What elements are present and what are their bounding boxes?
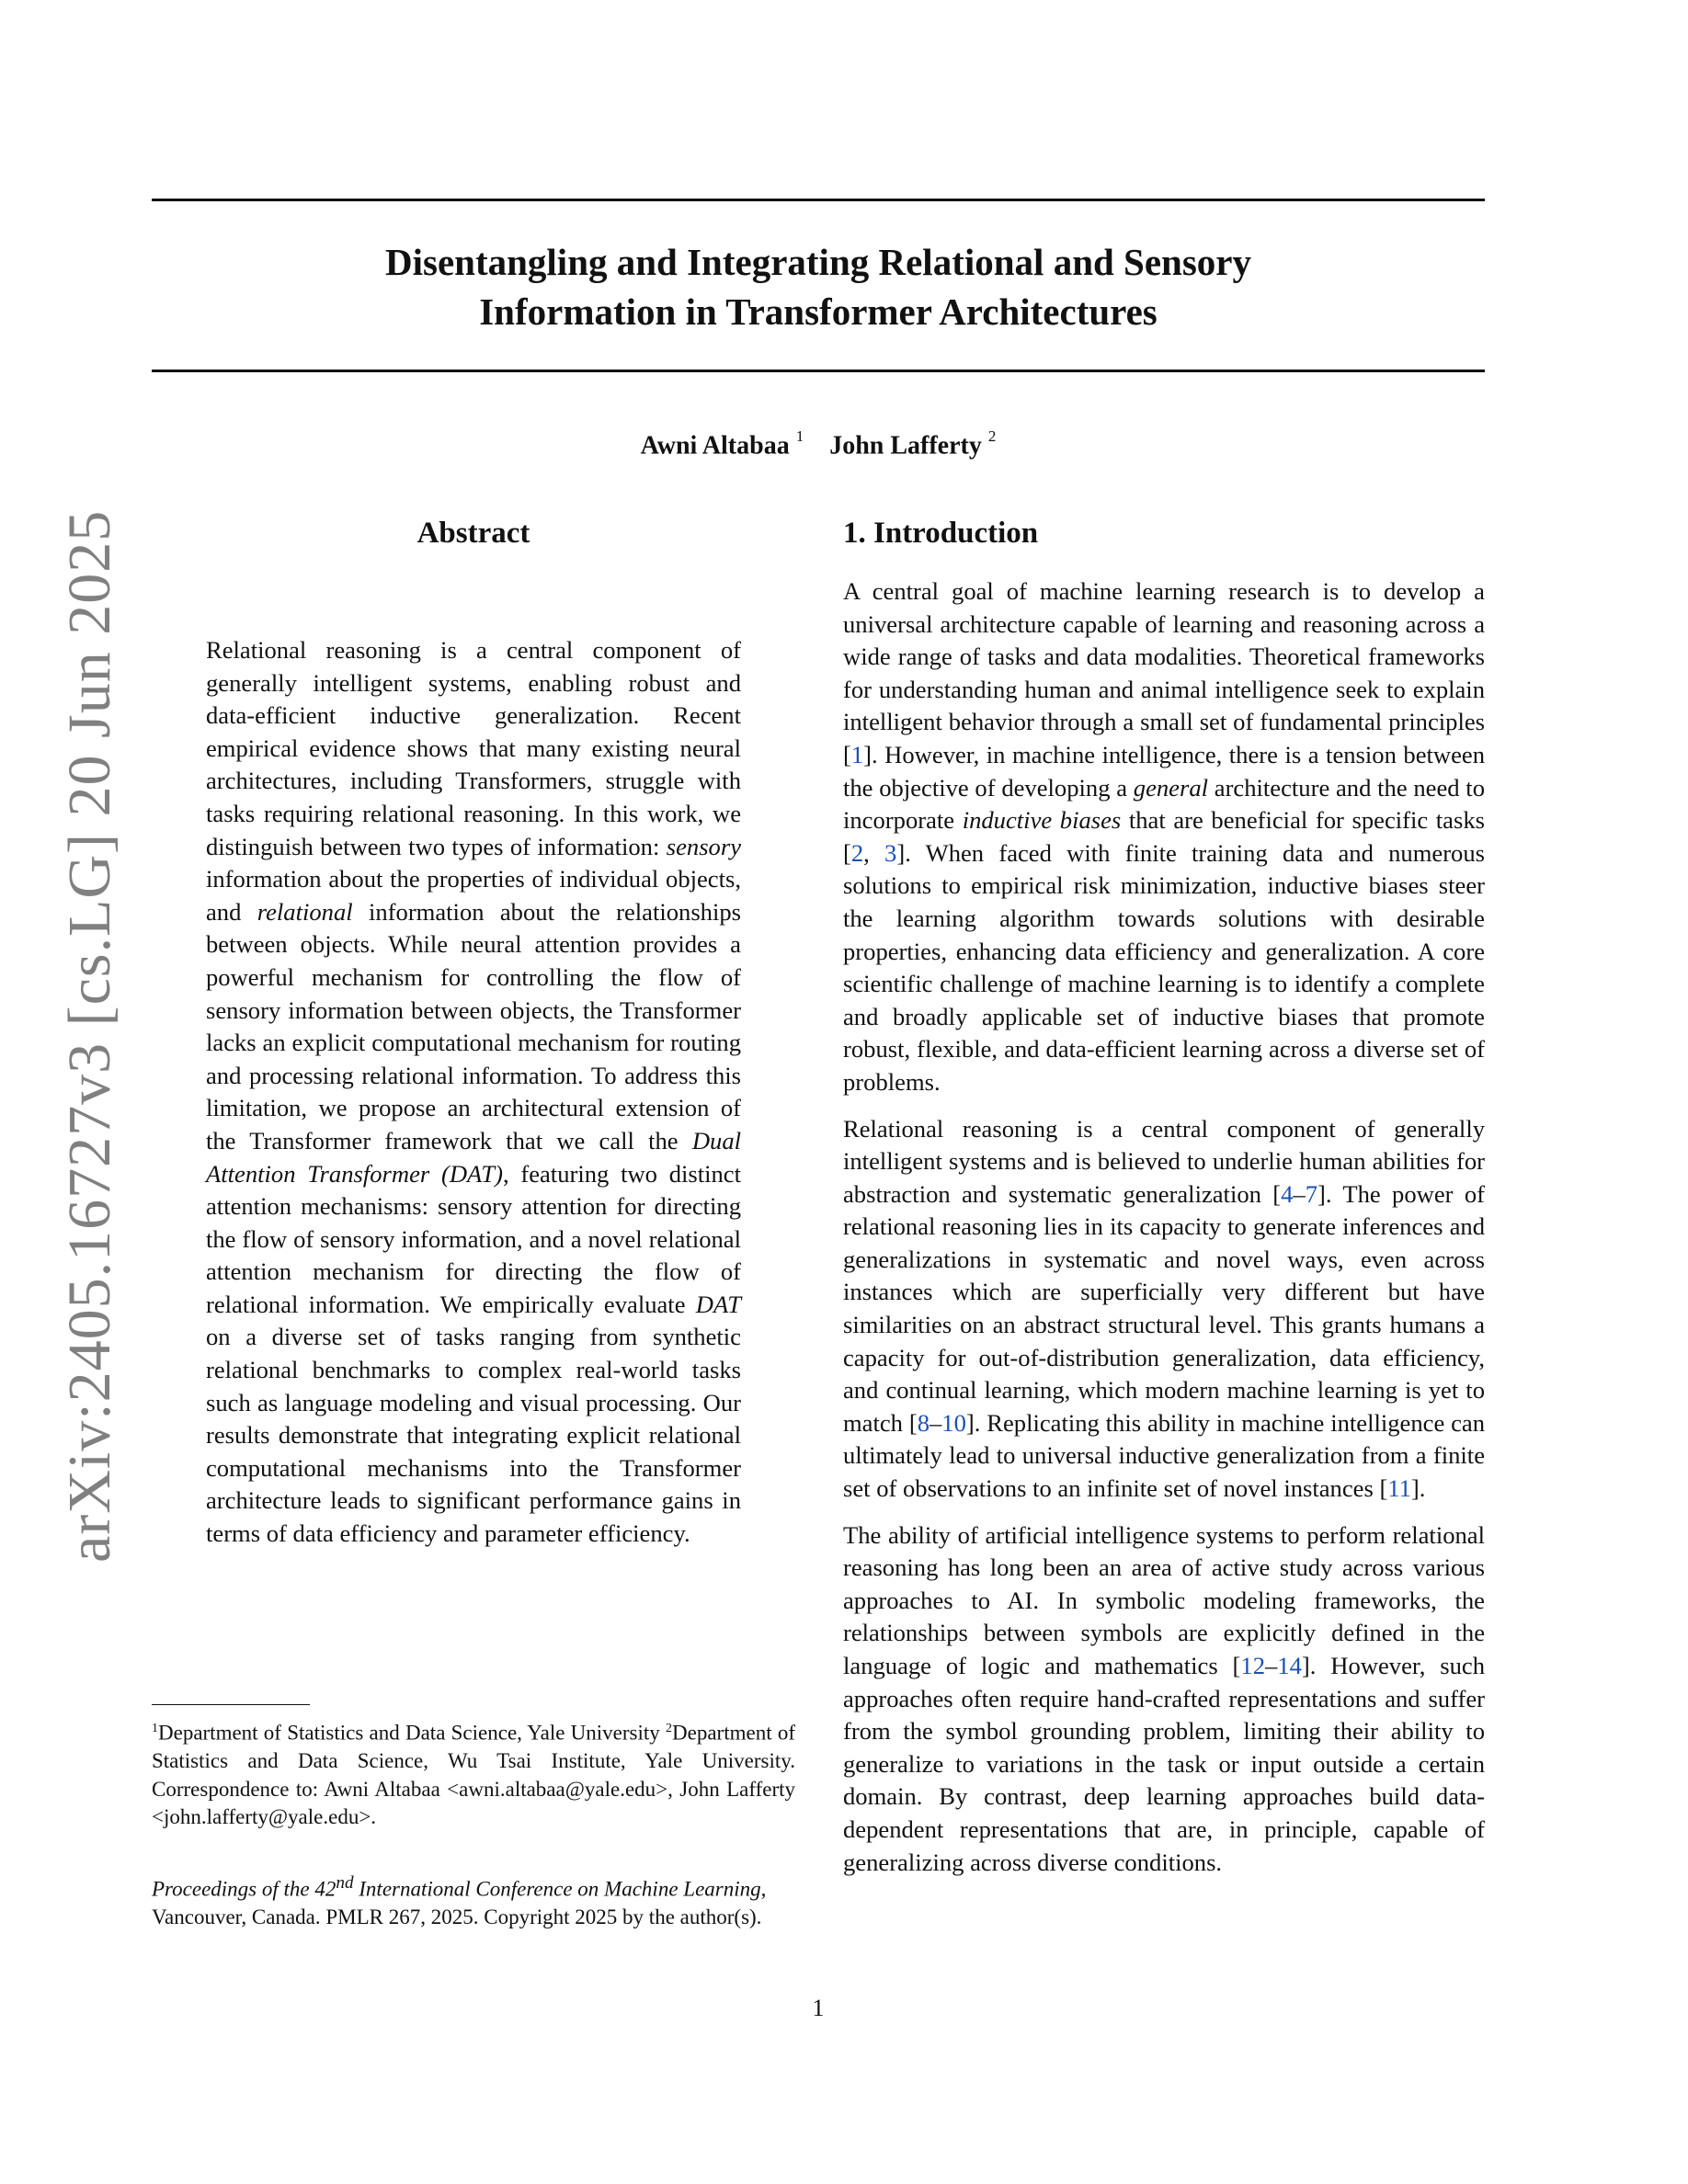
text-run: – xyxy=(1265,1652,1278,1679)
text-run: ]. When faced with finite training data and numerous solutions to empirical risk minimization, inductive biases steer the learning algorithm towards solutions with desirable properties, enhancing data efficiency and generalization. A core scientific challenge of machine learning is to identify a complete and broadly applicable set of inductive biases that promote robust, flexible, and data-efficient learning across a diverse set of problems. xyxy=(843,838,1485,1096)
citation-link[interactable]: 1 xyxy=(850,740,864,768)
text-run: , xyxy=(863,838,885,867)
abstract-body xyxy=(206,634,741,1551)
introduction-paragraph xyxy=(843,1113,1485,1506)
paper-title-line-1: Disentangling and Integrating Relational and Sensory xyxy=(385,241,1251,283)
citation-link[interactable]: 11 xyxy=(1387,1474,1411,1503)
abstract-heading: Abstract xyxy=(416,517,530,550)
title-rule-top xyxy=(152,199,1485,201)
emphasized-text: general xyxy=(1133,773,1209,802)
citation-link[interactable]: 3 xyxy=(884,838,897,867)
citation-link[interactable]: 10 xyxy=(941,1408,966,1437)
emphasized-text: relational xyxy=(257,897,353,926)
author-list xyxy=(0,427,1637,461)
text-run: information about the relationships between objects. While neural attention provides a powerful mechanism for controlling the flow of sensory information between objects, the Transformer lacks an explicit computational mechanism for routing and processing relational information. To address this limitation, we propose an architectural extension of the Transformer framework that we call the xyxy=(206,897,742,1155)
affiliation-footnote xyxy=(152,1715,795,1832)
citation-link[interactable]: 2 xyxy=(850,838,864,867)
text-run: Department of Statistics and Data Science, Wu Tsai Institute, Yale University. Correspondence to: Awni Altabaa <awni.altabaa@yale.edu>, John Lafferty <john.lafferty@yale.edu>. xyxy=(152,1721,795,1829)
citation-link[interactable]: 8 xyxy=(917,1408,930,1437)
text-run: that are beneficial for specific tasks [ xyxy=(843,806,1485,867)
paper-title-line-2: Information in Transformer Architectures xyxy=(479,290,1158,333)
author-name: Awni Altabaa xyxy=(640,431,790,461)
text-run: on a diverse set of tasks ranging from synthetic relational benchmarks to complex real-world tasks such as language modeling and visual processing. Our results demonstrate that integrating explicit relational computational mechanisms into the Transformer architecture leads to significant performance gains in terms of data efficiency and parameter efficiency. xyxy=(206,1323,741,1548)
introduction-paragraph xyxy=(843,575,1485,1099)
text-run: Department of Statistics and Data Science, Yale University xyxy=(158,1721,667,1745)
text-run: The ability of artificial intelligence systems to perform relational reasoning has long been an area of active study across various approaches to AI. In symbolic modeling frameworks, the relationships between symbols are explicitly defined in the language of logic and mathematics [ xyxy=(843,1520,1485,1679)
text-run: architecture and the need to incorporate xyxy=(843,773,1485,835)
text-run: A central goal of machine learning research is to develop a universal architecture capable of learning and reasoning across a wide range of tasks and data modalities. Theoretical frameworks for understanding human and animal intelligence seek to explain intelligent behavior through a small set of fundamental principles [ xyxy=(843,577,1485,768)
text-run: – xyxy=(1293,1179,1306,1208)
text-run: , featuring two distinct attention mechanisms: sensory attention for directing the flow of sensory information, and a novel relational attention mechanism for directing the flow of relational information. We empirically evaluate xyxy=(206,1159,741,1318)
text-run: ]. However, such approaches often require hand-crafted representations and suffer from the symbol grounding problem, limiting their ability to generalize to variations in the task or input outside a certain domain. By contrast, deep learning approaches build data-dependent representations that are, in principle, capable of generalizing across diverse conditions. xyxy=(843,1652,1485,1876)
text-run: ]. However, in machine intelligence, there is a tension between the objective of developing a xyxy=(843,740,1485,802)
title-rule-bottom xyxy=(152,370,1485,372)
text-run: ]. xyxy=(1410,1474,1426,1503)
introduction-heading: 1. Introduction xyxy=(843,517,1039,550)
citation-link[interactable]: 7 xyxy=(1305,1179,1318,1208)
page-number: 1 xyxy=(812,1995,825,2021)
text-run: information about the properties of individual objects, and xyxy=(206,865,741,926)
emphasized-text: Dual Attention Transformer (DAT) xyxy=(206,1126,741,1188)
emphasized-text: inductive biases xyxy=(962,806,1122,835)
text-run: – xyxy=(929,1408,942,1437)
text-run: Relational reasoning is a central component of generally intelligent systems, enabling robust and data-efficient inductive generalization. Recent empirical evidence shows that many existing neural architectures, including Transformers, struggle with tasks requiring relational reasoning. In this work, we distinguish between two types of information: xyxy=(206,636,741,860)
author-name: John Lafferty xyxy=(829,431,982,461)
citation-link[interactable]: 14 xyxy=(1277,1652,1302,1679)
author-affiliation-mark: 2 xyxy=(987,427,997,445)
superscript-mark: 1 xyxy=(152,1722,158,1735)
arxiv-identifier-stamp: arXiv:2405.16727v3 [cs.LG] 20 Jun 2025 xyxy=(56,509,123,1563)
author-affiliation-mark: 1 xyxy=(795,427,804,445)
emphasized-text: DAT xyxy=(695,1290,741,1318)
introduction-body xyxy=(843,575,1485,1893)
citation-link[interactable]: 4 xyxy=(1281,1179,1294,1208)
emphasized-text: International Conference on Machine Learning xyxy=(353,1877,761,1901)
superscript-mark: 2 xyxy=(666,1722,673,1735)
emphasized-text: 42 xyxy=(314,1877,336,1901)
emphasized-text: Proceedings of the xyxy=(152,1877,315,1901)
citation-link[interactable]: 12 xyxy=(1240,1652,1266,1679)
paper-title xyxy=(152,237,1485,336)
text-run: ]. The power of relational reasoning lies in its capacity to generate inferences and generalizations in systematic and novel ways, even across instances which are superficially very different but have similarities on an abstract structural level. This grants humans a capacity for out-of-distribution generalization, data efficiency, and continual learning, which modern machine learning is yet to match [ xyxy=(843,1179,1485,1437)
introduction-paragraph xyxy=(843,1519,1485,1880)
text-run: ]. Replicating this ability in machine intelligence can ultimately lead to universal inductive generalization from a finite set of observations to an infinite set of novel instances [ xyxy=(843,1408,1485,1503)
footnote-rule xyxy=(152,1704,310,1705)
text-run: , Vancouver, Canada. PMLR 267, 2025. Copyright 2025 by the author(s). xyxy=(152,1877,767,1929)
text-run: Relational reasoning is a central component of generally intelligent systems and is believed to underlie human abilities for abstraction and systematic generalization [ xyxy=(843,1114,1485,1208)
proceedings-note xyxy=(152,1870,795,1932)
superscript-mark: nd xyxy=(336,1873,354,1893)
emphasized-text: sensory xyxy=(666,832,741,860)
